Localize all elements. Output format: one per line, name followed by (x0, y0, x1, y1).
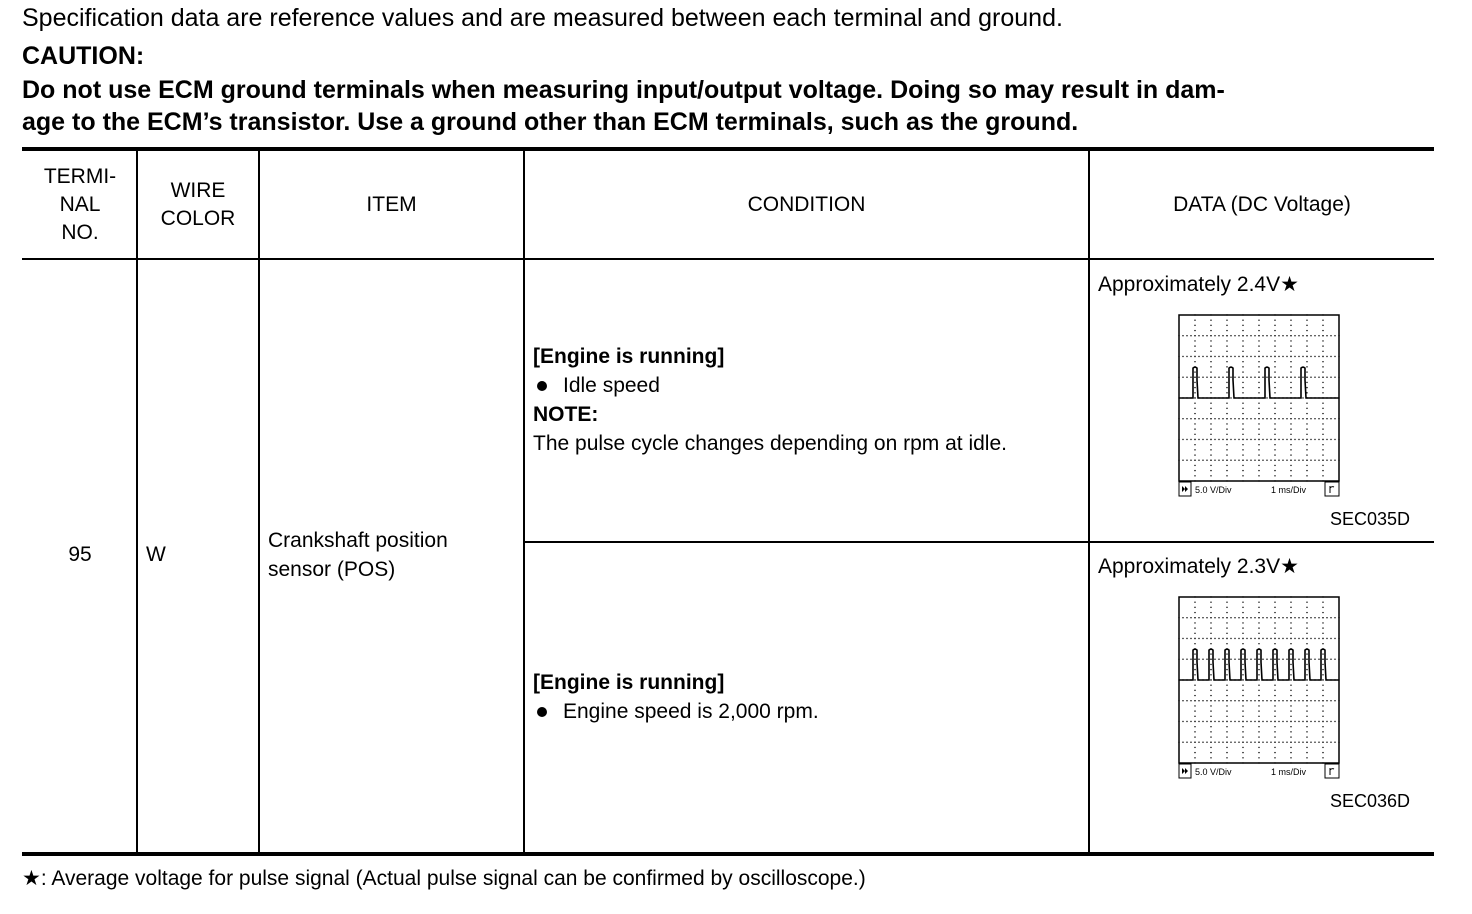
note-label: NOTE: (533, 403, 599, 426)
column-divider-1 (136, 151, 138, 852)
header-wire-color: WIRE COLOR (160, 179, 236, 230)
scope-time-div: 1 ms/Div (1271, 767, 1307, 777)
scope-volt-div: 5.0 V/Div (1195, 485, 1232, 495)
condition-heading: [Engine is running] (533, 671, 725, 694)
item-name: Crankshaft position sensor (POS) (268, 529, 448, 581)
caution-text-line-1: Do not use ECM ground terminals when measuring input/output voltage. Doing so may result in dam- (22, 76, 1225, 104)
condition-bullet-text: Engine speed is 2,000 rpm. (563, 700, 819, 723)
column-divider-2 (258, 151, 260, 852)
data-value-2000rpm: Approximately 2.3V★ (1098, 555, 1299, 578)
condition-2000rpm (533, 668, 819, 726)
oscilloscope-waveform-idle (1178, 314, 1340, 498)
header-data-dc-voltage: DATA (DC Voltage) (1173, 193, 1351, 216)
header-condition: CONDITION (747, 193, 866, 216)
footnote: ★: Average voltage for pulse signal (Actual pulse signal can be confirmed by oscilloscope.) (22, 867, 866, 890)
header-bottom-border (22, 258, 1434, 260)
spec-intro-text: Specification data are reference values and are measured between each terminal and ground. (22, 4, 1063, 32)
note-text: The pulse cycle changes depending on rpm at idle. (533, 432, 1007, 455)
scope-range-box (1325, 764, 1339, 778)
condition-idle (533, 342, 1007, 458)
row-divider (524, 541, 1434, 543)
scope-range-box (1325, 482, 1339, 496)
oscilloscope-waveform-2000rpm (1178, 596, 1340, 780)
condition-heading: [Engine is running] (533, 345, 725, 368)
wire-color: W (146, 543, 166, 566)
figure-code-idle: SEC035D (1330, 509, 1411, 529)
column-divider-4 (1088, 151, 1090, 852)
table-top-border (22, 147, 1434, 151)
header-terminal-no: TERMI- NAL NO. (43, 165, 117, 244)
bullet-icon (537, 381, 547, 391)
table-bottom-border (22, 852, 1434, 856)
caution-text-line-2: age to the ECM’s transistor. Use a ground other than ECM terminals, such as the ground. (22, 108, 1079, 136)
condition-bullet-text: Idle speed (563, 374, 660, 397)
bullet-icon (537, 707, 547, 717)
header-item: ITEM (366, 193, 417, 216)
caution-title: CAUTION: (22, 42, 145, 70)
scope-volt-div: 5.0 V/Div (1195, 767, 1232, 777)
column-divider-3 (523, 151, 525, 852)
figure-code-2000rpm: SEC036D (1330, 791, 1411, 811)
terminal-number: 95 (68, 543, 92, 566)
data-value-idle: Approximately 2.4V★ (1098, 273, 1299, 296)
scope-time-div: 1 ms/Div (1271, 485, 1307, 495)
